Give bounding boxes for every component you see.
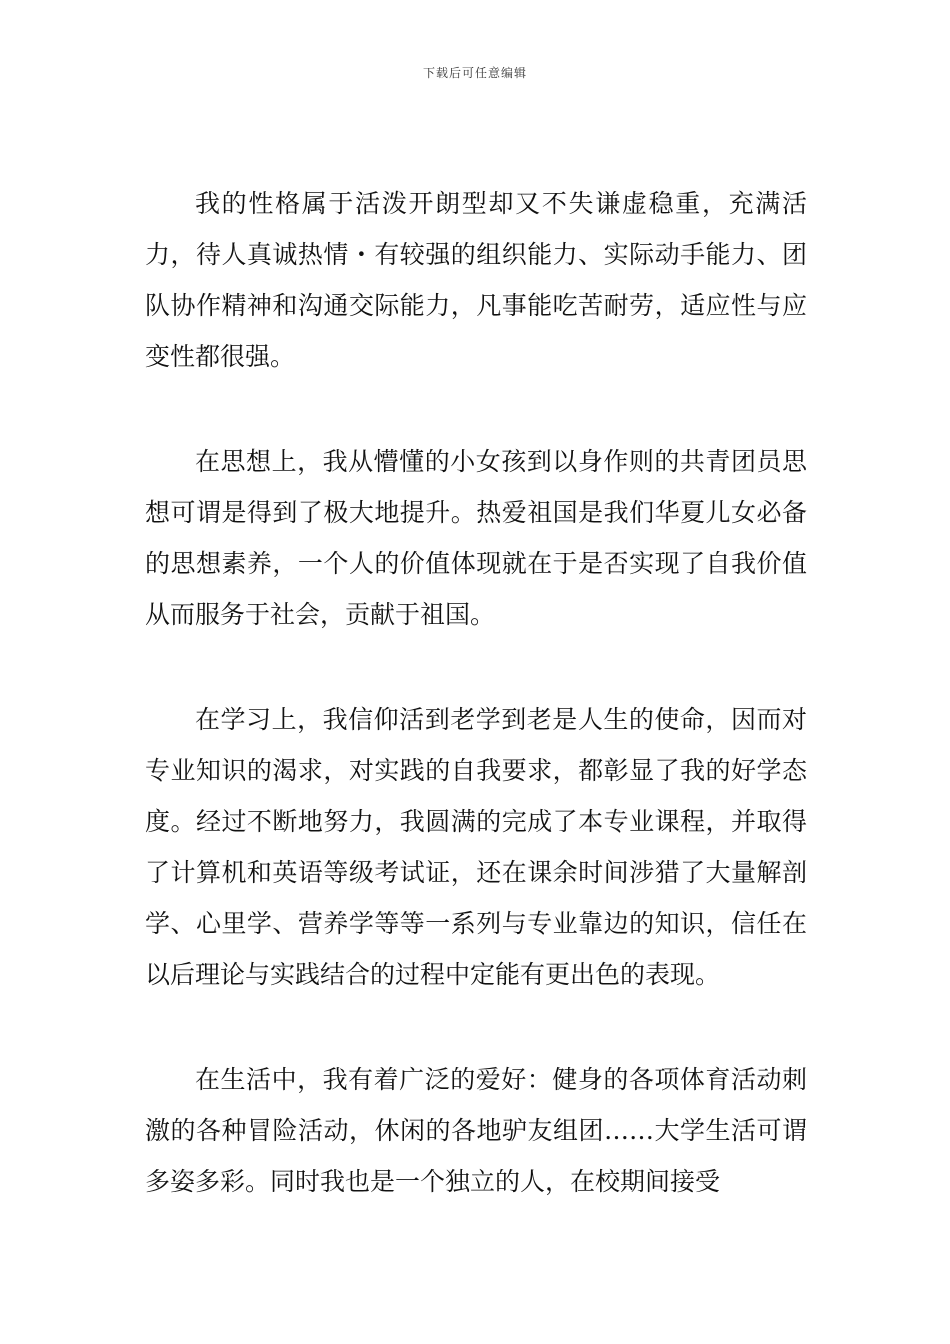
- header-note: 下载后可任意编辑: [422, 66, 527, 80]
- paragraph-personality: 我的性格属于活泼开朗型却又不失谦虚稳重，充满活力，待人真诚热情・有较强的组织能力、实际动手能力、团队协作精神和沟通交际能力，凡事能吃苦耐劳，适应性与应变性都很强。: [145, 189, 807, 371]
- document-body: [145, 178, 807, 1261]
- paragraph-study: 在学习上，我信仰活到老学到老是人生的使命，因而对专业知识的渴求，对实践的自我要求，都彰显了我的好学态度。经过不断地努力，我圆满的完成了本专业课程，并取得了计算机和英语等级考试证，还在课余时间涉猎了大量解剖学、心里学、营养学等等一系列与专业靠边的知识，信任在以后理论与实践结合的过程中定能有更出色的表现。: [145, 705, 807, 989]
- paragraph-ideology: 在思想上，我从懵懂的小女孩到以身作则的共青团员思想可谓是得到了极大地提升。热爱祖国是我们华夏儿女必备的思想素养，一个人的价值体现就在于是否实现了自我价值从而服务于社会，贡献于祖国。: [145, 447, 807, 629]
- paragraph-life: 在生活中，我有着广泛的爱好：健身的各项体育活动刺激的各种冒险活动，休闲的各地驴友组团……大学生活可谓多姿多彩。同时我也是一个独立的人，在校期间接受: [145, 1065, 807, 1196]
